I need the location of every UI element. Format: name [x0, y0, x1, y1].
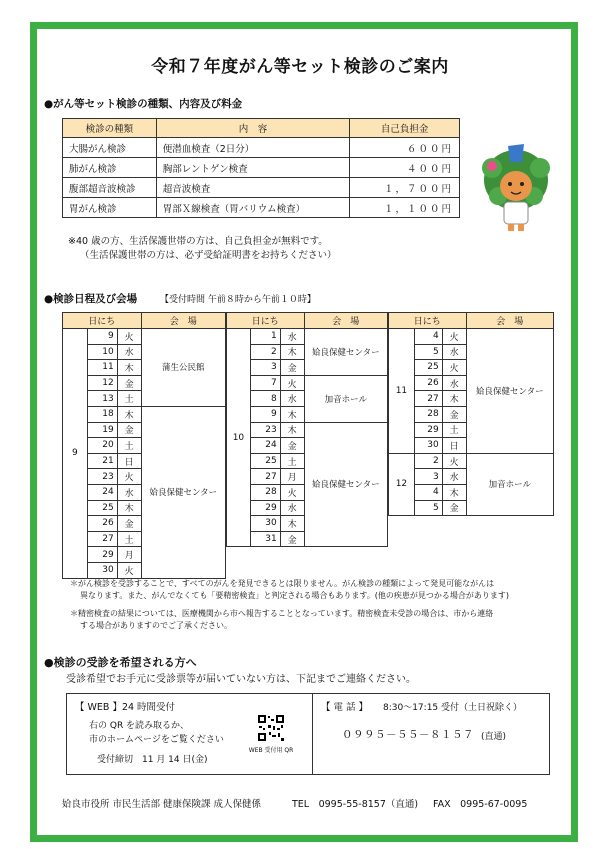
weekday: 火 — [280, 484, 304, 500]
venue: 姶良保健センター — [304, 329, 387, 376]
weekday: 金 — [117, 516, 141, 532]
fee-content: 胸部レントゲン検査 — [156, 158, 349, 178]
day: 9 — [250, 406, 280, 422]
qr-label: WEB 受付用 QR — [248, 747, 294, 754]
day: 2 — [250, 344, 280, 360]
fee-price: ４００円 — [350, 158, 460, 178]
phone-number[interactable]: ０９９５－５５－８１５７ — [342, 729, 474, 741]
month-label: 11 — [389, 329, 415, 454]
col-day: 日にち — [389, 313, 467, 329]
phone-label: 【 電 話 】 — [321, 702, 369, 713]
fees-note-1: ※40 歳の方、生活保護世帯の方は、自己負担金が無料です。 — [68, 236, 328, 247]
fees-col-price: 自己負担金 — [350, 119, 460, 138]
contact-box — [66, 693, 550, 775]
day: 27 — [250, 469, 280, 485]
day: 12 — [87, 375, 117, 391]
web-label: 【 WEB 】24 時間受付 — [75, 702, 176, 713]
day: 31 — [250, 531, 280, 547]
day: 4 — [414, 329, 442, 345]
weekday: 火 — [442, 453, 466, 469]
weekday: 水 — [117, 484, 141, 500]
weekday: 月 — [117, 547, 141, 563]
day: 25 — [250, 453, 280, 469]
table-row — [63, 198, 460, 218]
fees-note-2: （生活保護世帯の方は、必ず受給証明書をお持ちください） — [80, 250, 337, 261]
day: 24 — [250, 438, 280, 454]
table-row — [63, 178, 460, 198]
day: 26 — [414, 375, 442, 391]
weekday: 日 — [442, 438, 466, 454]
fee-price: １，１００円 — [350, 198, 460, 218]
weekday: 金 — [442, 500, 466, 516]
venue: 加音ホール — [466, 453, 553, 515]
web-line-1: 右の QR を読み取るか、 — [89, 721, 190, 731]
month-label: 10 — [227, 329, 251, 547]
venue: 姶良保健センター — [141, 406, 225, 578]
fee-content: 超音波検査 — [156, 178, 349, 198]
day: 23 — [87, 469, 117, 485]
apply-heading: ●検診の受診を希望される方へ — [44, 656, 197, 669]
day: 30 — [87, 562, 117, 578]
weekday: 水 — [280, 329, 304, 345]
venue: 姶良保健センター — [304, 422, 387, 547]
day: 2 — [414, 453, 442, 469]
month-label: 12 — [389, 453, 415, 515]
weekday: 土 — [117, 391, 141, 407]
weekday: 水 — [117, 344, 141, 360]
fee-price: １，７００円 — [350, 178, 460, 198]
weekday: 木 — [117, 500, 141, 516]
weekday: 木 — [117, 406, 141, 422]
day: 25 — [87, 500, 117, 516]
weekday: 金 — [280, 531, 304, 547]
schedule-september — [62, 312, 226, 579]
fine-print-2: ＊精密検査の結果については、医療機関から市へ報告することとなっています。精密検査未受診の場合は、市から連絡 する場合がありますのでご了承ください。 — [70, 609, 494, 630]
day: 20 — [87, 438, 117, 454]
footer-tel: TEL 0995-55-8157（直通) — [292, 799, 419, 810]
weekday: 木 — [280, 406, 304, 422]
weekday: 金 — [280, 438, 304, 454]
day: 27 — [87, 531, 117, 547]
apply-text: 受診希望でお手元に受診票等が届いていない方は、下記までご連絡ください。 — [66, 674, 416, 685]
weekday: 金 — [280, 360, 304, 376]
fee-type: 腹部超音波検診 — [63, 178, 157, 198]
weekday: 木 — [442, 391, 466, 407]
weekday: 木 — [442, 484, 466, 500]
contact-divider — [312, 694, 313, 774]
weekday: 金 — [117, 375, 141, 391]
fees-table — [62, 118, 460, 218]
weekday: 土 — [442, 422, 466, 438]
schedule-october — [226, 312, 388, 547]
day: 4 — [414, 484, 442, 500]
day: 11 — [87, 360, 117, 376]
day: 26 — [87, 516, 117, 532]
day: 5 — [414, 500, 442, 516]
web-line-2: 市のホームページをご覧ください — [89, 735, 224, 745]
day: 8 — [250, 391, 280, 407]
day: 21 — [87, 453, 117, 469]
fee-price: ６００円 — [350, 138, 460, 158]
footer-dept: 姶良市役所 市民生活部 健康保険課 成人保健係 — [62, 799, 262, 810]
weekday: 金 — [117, 422, 141, 438]
phone-ext: (直通) — [481, 732, 507, 742]
weekday: 日 — [117, 453, 141, 469]
day: 1 — [250, 329, 280, 345]
fees-col-type: 検診の種類 — [63, 119, 157, 138]
day: 10 — [87, 344, 117, 360]
day: 3 — [250, 360, 280, 376]
weekday: 火 — [442, 329, 466, 345]
weekday: 水 — [442, 375, 466, 391]
day: 25 — [414, 360, 442, 376]
venue: 加音ホール — [304, 375, 387, 422]
weekday: 火 — [280, 375, 304, 391]
day: 28 — [414, 406, 442, 422]
fees-heading: ●がん等セット検診の種類、内容及び料金 — [44, 98, 243, 110]
venue: 姶良保健センター — [466, 329, 553, 454]
weekday: 火 — [442, 360, 466, 376]
footer-fax: FAX 0995-67-0095 — [433, 799, 528, 810]
day: 23 — [250, 422, 280, 438]
col-venue: 会 場 — [141, 313, 225, 329]
weekday: 水 — [442, 344, 466, 360]
weekday: 木 — [117, 360, 141, 376]
weekday: 木 — [280, 344, 304, 360]
day: 27 — [414, 391, 442, 407]
weekday: 土 — [280, 453, 304, 469]
col-day: 日にち — [63, 313, 142, 329]
col-day: 日にち — [227, 313, 305, 329]
fee-type: 肺がん検診 — [63, 158, 157, 178]
venue: 蒲生公民館 — [141, 329, 225, 407]
weekday: 水 — [442, 469, 466, 485]
fine-print-1: ＊がん検診を受診することで、すべてのがんを発見できるとは限りません。がん検診の種類によって発見可能ながんは 異なります。また、がんでなくても「要精密検査」と判定される場合もあります。(他の疾患が見つかる場合があります) — [70, 579, 509, 600]
day: 9 — [87, 329, 117, 345]
day: 3 — [414, 469, 442, 485]
fee-content: 便潜血検査（2日分） — [156, 138, 349, 158]
schedule-hours: 【受付時間 午前８時から午前１０時】 — [160, 295, 316, 305]
col-venue: 会 場 — [466, 313, 553, 329]
weekday: 金 — [442, 406, 466, 422]
fee-content: 胃部Ｘ線検査（胃バリウム検査） — [156, 198, 349, 218]
day: 30 — [414, 438, 442, 454]
weekday: 土 — [117, 531, 141, 547]
schedule-heading: ●検診日程及び会場 — [44, 293, 138, 305]
day: 30 — [250, 516, 280, 532]
day: 13 — [87, 391, 117, 407]
qr-code-icon[interactable] — [257, 714, 285, 742]
mascot-illustration — [478, 140, 554, 232]
weekday: 土 — [117, 438, 141, 454]
weekday: 木 — [280, 422, 304, 438]
table-row — [63, 138, 460, 158]
day: 29 — [414, 422, 442, 438]
weekday: 火 — [117, 469, 141, 485]
table-row — [63, 158, 460, 178]
weekday: 火 — [117, 562, 141, 578]
day: 28 — [250, 484, 280, 500]
month-label: 9 — [63, 329, 88, 579]
day: 7 — [250, 375, 280, 391]
weekday: 火 — [117, 329, 141, 345]
day: 19 — [87, 422, 117, 438]
fee-type: 大腸がん検診 — [63, 138, 157, 158]
day: 29 — [250, 500, 280, 516]
day: 24 — [87, 484, 117, 500]
weekday: 水 — [280, 391, 304, 407]
day: 29 — [87, 547, 117, 563]
weekday: 木 — [280, 516, 304, 532]
page-title: 令和７年度がん等セット検診のご案内 — [151, 57, 449, 77]
day: 5 — [414, 344, 442, 360]
phone-hours: 8:30～17:15 受付（土日祝除く） — [383, 703, 523, 713]
fees-col-content: 内 容 — [156, 119, 349, 138]
fee-type: 胃がん検診 — [63, 198, 157, 218]
weekday: 月 — [280, 469, 304, 485]
web-deadline: 受付締切 11 月 14 日(金) — [97, 755, 208, 765]
schedule-november-december — [388, 312, 554, 516]
day: 18 — [87, 406, 117, 422]
weekday: 水 — [280, 500, 304, 516]
col-venue: 会 場 — [304, 313, 387, 329]
